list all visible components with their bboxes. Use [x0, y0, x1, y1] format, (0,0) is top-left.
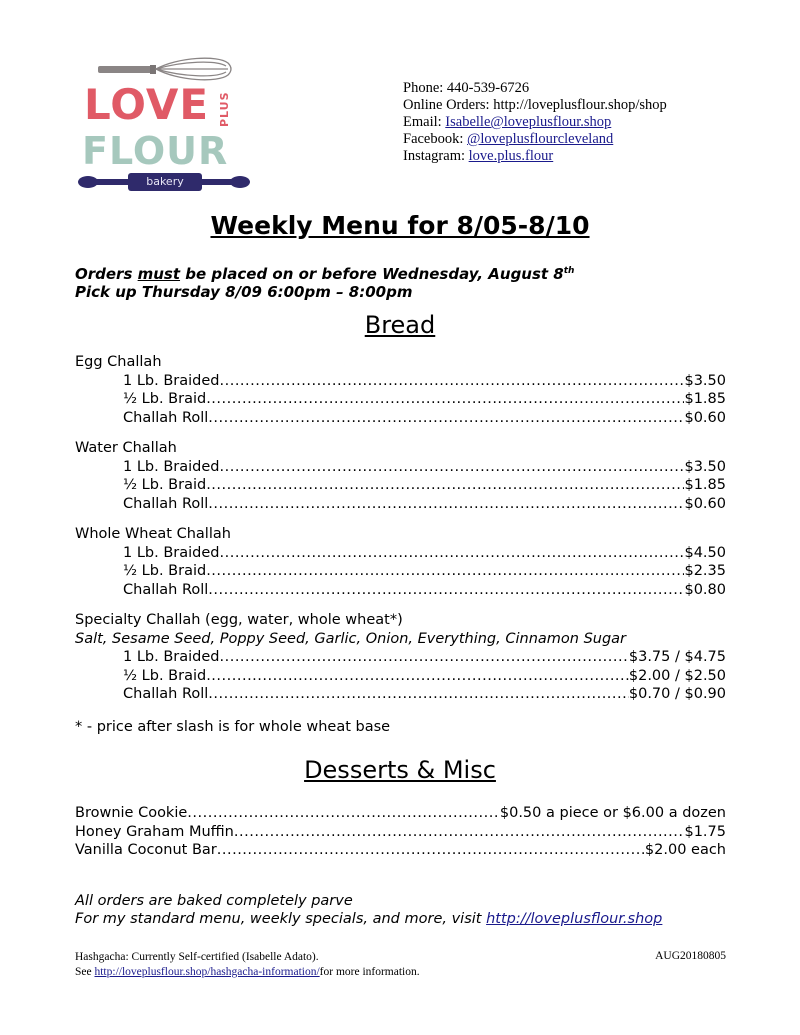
group-title: Egg Challah [75, 354, 162, 370]
item-price: $2.00 / $2.50 [628, 667, 726, 684]
menu-item [75, 390, 726, 409]
item-price: $1.85 [684, 477, 726, 493]
menu-item [75, 458, 726, 477]
item-price: $3.75 / $4.75 [628, 649, 726, 665]
dot-leader [208, 581, 684, 600]
dot-leader [234, 823, 685, 842]
menu-item [75, 495, 726, 514]
phone-line [403, 80, 667, 97]
logo-tagline: bakery [146, 175, 184, 188]
dot-leader [220, 458, 685, 477]
hashgacha-status: Hashgacha: Currently Self-certified (Isabelle Adato). [75, 951, 319, 963]
instagram-link[interactable]: love.plus.flour [468, 148, 554, 164]
logo-plus-text: PLUS [218, 91, 231, 127]
dot-leader [206, 562, 684, 581]
item-price: $0.50 a piece or $6.00 a dozen [499, 805, 726, 821]
menu-item [75, 544, 726, 563]
item-price: $1.85 [684, 391, 726, 407]
phone-number: 440-539-6726 [446, 80, 530, 96]
group-title: Whole Wheat Challah [75, 526, 231, 542]
order-notice [75, 262, 574, 301]
dot-leader [206, 667, 629, 686]
deadline-post: be placed on or before Wednesday, August 8 [180, 265, 564, 283]
item-name: Vanilla Coconut Bar [75, 842, 217, 858]
closing-notes [75, 892, 662, 928]
item-name: Brownie Cookie [75, 805, 188, 821]
item-name: Challah Roll [123, 495, 209, 512]
group-title: Specialty Challah (egg, water, whole wheat*) [75, 612, 403, 628]
item-price: $0.80 [684, 581, 726, 598]
parve-note: All orders are baked completely parve [75, 893, 353, 909]
desserts-heading: Desserts & Misc [304, 756, 496, 784]
menu-item [75, 804, 726, 823]
facebook-link[interactable]: @loveplusflourcleveland [467, 131, 614, 147]
menu-version-code: AUG20180805 [655, 950, 726, 962]
item-name: Challah Roll [123, 581, 209, 598]
menu-item [75, 581, 726, 600]
item-price: $2.00 each [644, 842, 726, 858]
pickup-time: Pick up Thursday 8/09 6:00pm – 8:00pm [75, 283, 413, 301]
email-line [403, 114, 667, 131]
menu-item [75, 685, 726, 704]
item-price: $3.50 [684, 372, 726, 389]
dot-leader [220, 544, 685, 563]
bread-heading: Bread [364, 311, 436, 339]
item-price: $3.50 [684, 458, 726, 475]
dot-leader [206, 390, 684, 409]
website-link[interactable]: http://loveplusflour.shop [486, 911, 663, 927]
menu-group-whole-wheat-challah [75, 525, 726, 599]
online-orders-label: Online Orders: [403, 97, 494, 113]
menu-group-water-challah [75, 439, 726, 513]
item-name: Challah Roll [123, 686, 209, 702]
group-flavors: Salt, Sesame Seed, Poppy Seed, Garlic, Onion, Everything, Cinnamon Sugar [75, 630, 627, 647]
dot-leader [208, 495, 684, 514]
desserts-menu [75, 804, 726, 860]
hashgacha-see: See [75, 966, 95, 978]
website-note-text: For my standard menu, weekly specials, and more, visit [75, 911, 487, 927]
item-price: $4.50 [684, 544, 726, 561]
deadline-emphasis: must [137, 265, 181, 283]
item-name: ½ Lb. Braid [123, 477, 207, 493]
menu-item [75, 667, 726, 686]
item-name: ½ Lb. Braid [123, 667, 207, 684]
item-name: Honey Graham Muffin [75, 823, 234, 840]
item-price: $0.70 / $0.90 [628, 686, 726, 702]
menu-item [75, 372, 726, 391]
hashgacha-more-info [75, 965, 420, 980]
dot-leader [208, 685, 629, 704]
bread-menu [75, 353, 726, 704]
dot-leader [220, 372, 685, 391]
instagram-line [403, 148, 667, 165]
item-price: $0.60 [684, 409, 726, 426]
item-name: 1 Lb. Braided [123, 544, 220, 561]
item-name: ½ Lb. Braid [123, 563, 207, 579]
bakery-logo [78, 55, 250, 195]
menu-item [75, 823, 726, 842]
item-price: $2.35 [684, 563, 726, 579]
menu-item [75, 562, 726, 581]
item-price: $0.60 [684, 495, 726, 512]
dot-leader [208, 409, 684, 428]
instagram-label: Instagram: [403, 148, 469, 164]
email-label: Email: [403, 114, 446, 130]
hashgacha-link[interactable]: http://loveplusflour.shop/hashgacha-information/ [94, 966, 320, 978]
dot-leader [217, 841, 645, 860]
item-name: 1 Lb. Braided [123, 458, 220, 475]
item-price: $1.75 [684, 823, 726, 840]
item-name: 1 Lb. Braided [123, 372, 220, 389]
dot-leader [206, 476, 684, 495]
menu-group-specialty-challah [75, 611, 726, 704]
menu-item [75, 841, 726, 860]
menu-item [75, 476, 726, 495]
item-name: ½ Lb. Braid [123, 391, 207, 407]
dot-leader [220, 648, 629, 667]
facebook-line [403, 131, 667, 148]
deadline-pre: Orders [75, 265, 138, 283]
online-orders-line [403, 97, 667, 114]
menu-group-egg-challah [75, 353, 726, 427]
dot-leader [187, 804, 500, 823]
contact-info [403, 80, 667, 165]
email-link[interactable]: Isabelle@loveplusflour.shop [445, 114, 612, 130]
online-orders-url: http://loveplusflour.shop/shop [493, 97, 667, 113]
phone-label: Phone: [403, 80, 447, 96]
page-title: Weekly Menu for 8/05-8/10 [210, 211, 590, 240]
hashgacha-info [75, 950, 420, 980]
logo-love-text: LOVE [84, 80, 210, 129]
logo-flour-text: FLOUR [82, 129, 229, 173]
deadline-ordinal: th [563, 266, 575, 276]
whole-wheat-footnote: * - price after slash is for whole wheat base [75, 719, 391, 735]
facebook-label: Facebook: [403, 131, 468, 147]
menu-item [75, 409, 726, 428]
item-name: 1 Lb. Braided [123, 649, 220, 665]
menu-item [75, 648, 726, 667]
group-title: Water Challah [75, 440, 177, 456]
item-name: Challah Roll [123, 409, 209, 426]
hashgacha-more-text: for more information. [319, 966, 420, 978]
order-deadline [75, 262, 574, 283]
website-note [75, 910, 662, 928]
